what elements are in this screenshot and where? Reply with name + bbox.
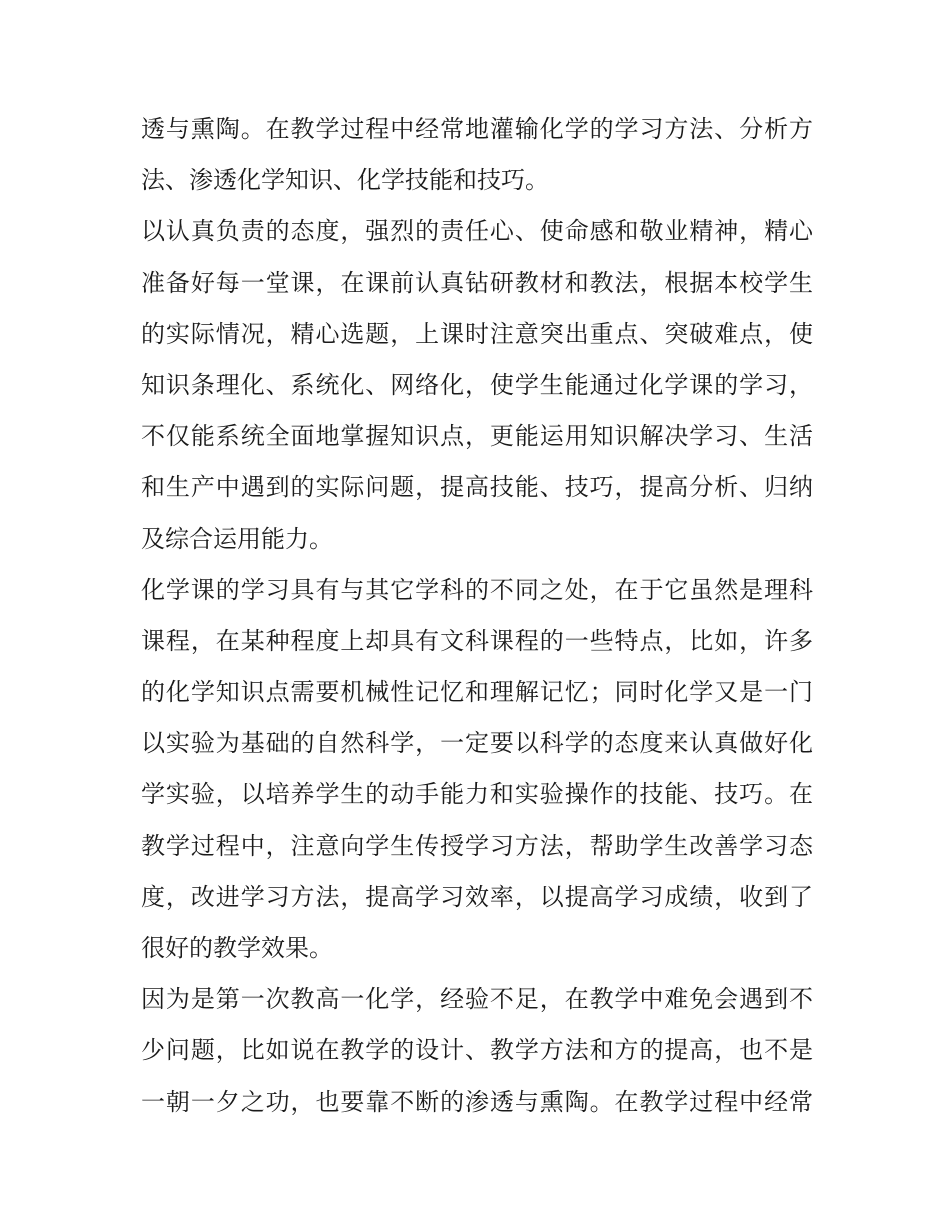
text-line: 透与熏陶。在教学过程中经常地灌输化学的学习方法、分析方 (141, 115, 813, 143)
text-line: 教学过程中，注意向学生传授学习方法，帮助学生改善学习态 (141, 831, 813, 860)
text-line: 学实验，以培养学生的动手能力和实验操作的技能、技巧。在 (141, 780, 813, 809)
text-line: 以实验为基础的自然科学，一定要以科学的态度来认真做好化 (141, 729, 813, 758)
text-line: 法、渗透化学知识、化学技能和技巧。 (141, 166, 549, 195)
text-line: 因为是第一次教高一化学，经验不足，在教学中难免会遇到不 (141, 985, 813, 1014)
text-line: 的化学知识点需要机械性记忆和理解记忆；同时化学又是一门 (141, 678, 813, 707)
text-line: 化学课的学习具有与其它学科的不同之处，在于它虽然是理科 (141, 575, 813, 604)
text-line: 课程，在某种程度上却具有文科课程的一些特点，比如，许多 (141, 626, 813, 655)
text-line: 度，改进学习方法，提高学习效率，以提高学习成绩，收到了 (141, 882, 813, 911)
text-line: 以认真负责的态度，强烈的责任心、使命感和敬业精神，精心 (141, 217, 813, 246)
text-line: 和生产中遇到的实际问题，提高技能、技巧，提高分析、归纳 (141, 473, 813, 502)
text-line: 一朝一夕之功，也要靠不断的渗透与熏陶。在教学过程中经常 (141, 1087, 813, 1116)
text-line: 少问题，比如说在教学的设计、教学方法和方的提高，也不是 (141, 1036, 813, 1065)
text-line: 不仅能系统全面地掌握知识点，更能运用知识解决学习、生活 (141, 422, 813, 451)
document-body (141, 104, 813, 1128)
text-line: 及综合运用能力。 (141, 524, 333, 553)
text-line: 的实际情况，精心选题，上课时注意突出重点、突破难点，使 (141, 319, 813, 348)
text-line: 知识条理化、系统化、网络化，使学生能通过化学课的学习， (141, 370, 813, 399)
text-line: 很好的教学效果。 (141, 934, 333, 962)
text-line: 准备好每一堂课，在课前认真钻研教材和教法，根据本校学生 (141, 268, 813, 297)
